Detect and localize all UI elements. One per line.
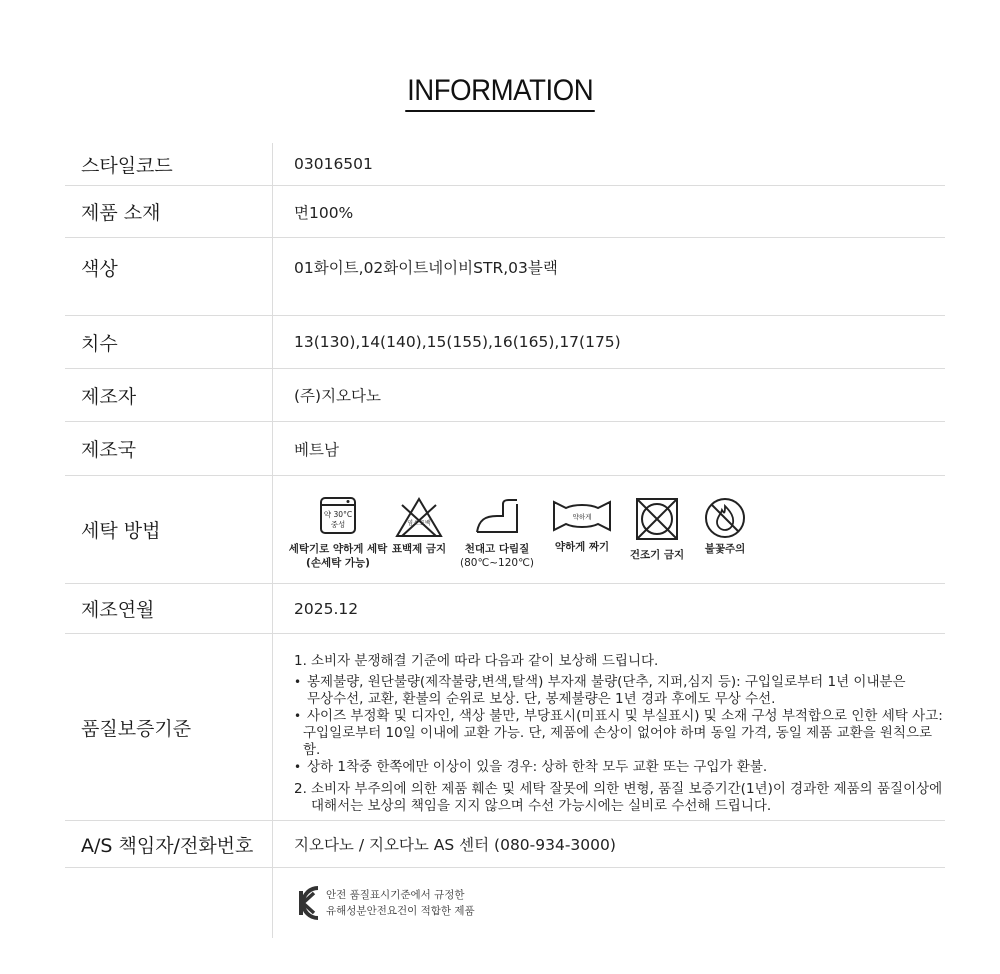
row-value: 01화이트,02화이트네이비STR,03블랙 [294,259,558,277]
bleach-label-left: 염소 [407,520,419,527]
care-caption-sub: (손세탁 가능) [306,557,370,569]
row-material [65,186,945,238]
row-value: 2025.12 [294,599,359,618]
bullet-dot: • [294,760,302,774]
row-label: 세탁 방법 [65,476,273,583]
care-caption: 표백제 금지 [391,543,447,555]
bleach-label-right: 표백 [419,520,431,527]
wring-label: 약하게 [572,513,592,521]
care-item [694,496,756,556]
bullet-continuation: 무상수선, 교환, 환불의 순위로 보상. 단, 봉제불량은 1년 경과 후에도 무상 수선. [307,691,776,707]
quality-list [294,653,945,815]
section-title-text: INFORMATION [405,74,595,112]
no-bleach-icon [394,496,444,538]
item-text: 소비자 분쟁해결 기준에 따라 다음과 같이 보상해 드립니다. [311,653,659,669]
row-value: (주)지오다노 [294,387,381,405]
care-caption: 건조기 금지 [629,549,685,561]
row-label: 제조자 [65,369,273,421]
kc-text [326,887,475,919]
row-date [65,584,945,634]
kc-mark-icon [294,885,320,921]
wash-detergent-label: 중성 [330,520,346,529]
quality-item [294,653,945,670]
item-number: 2. [294,781,307,797]
kc-certification [294,885,475,921]
section-title [0,74,1000,112]
row-label: 치수 [65,316,273,368]
row-color [65,238,945,316]
row-country [65,422,945,476]
row-value: 03016501 [294,155,373,173]
row-label: 색상 [65,238,273,315]
row-label: 제조국 [65,422,273,475]
row-size [65,316,945,369]
row-label: A/S 책임자/전화번호 [65,821,273,867]
row-quality [65,634,945,821]
row-value: 베트남 [294,440,339,459]
quality-bullet [294,759,945,776]
row-style-code [65,143,945,186]
row-value: 지오다노 / 지오다노 AS 센터 (080-934-3000) [294,836,616,854]
quality-bullet [294,708,945,725]
care-caption: 천대고 다림질 [464,543,530,555]
row-label: 스타일코드 [65,143,273,185]
bullet-text: 봉제불량, 원단불량(제작불량,변색,탈색) 부자재 불량(단추, 지퍼,심지 등): 구입일로부터 1년 이내분은 [307,674,906,690]
care-icons [273,476,756,583]
kc-line: 안전 품질표시기준에서 규정한 [326,889,465,901]
keep-away-fire-icon [703,496,747,540]
info-table [65,143,945,938]
care-item [544,496,620,554]
wash-temp-label: 약 30°C [323,510,353,519]
row-label-empty [65,868,273,938]
row-as [65,821,945,868]
care-caption: 약하게 짜기 [554,541,610,553]
bullet-text: 상하 1착중 한쪽에만 이상이 있을 경우: 상하 한착 모두 교환 또는 구입가 환불. [307,759,768,775]
row-maker [65,369,945,422]
iron-icon [473,496,521,538]
wring-gently-icon [552,496,612,536]
kc-line: 유해성분안전요건이 적합한 제품 [326,905,475,917]
row-wash [65,476,945,584]
quality-bullet [294,674,945,691]
care-item [388,496,450,556]
item-text: 소비자 부주의에 의한 제품 훼손 및 세탁 잘못에 의한 변형, 품질 보증기간(1년)이 경과한 제품의 품질이상에 [311,781,943,797]
row-value: 13(130),14(140),15(155),16(165),17(175) [294,333,621,351]
care-item [288,496,388,570]
bullet-dot: • [294,675,302,689]
item-number: 1. [294,653,307,669]
no-tumble-dry-icon [634,496,680,542]
row-value: 면100% [294,203,354,222]
row-label: 제조연월 [65,584,273,633]
care-caption-sub: (80℃~120℃) [460,557,534,569]
care-caption: 세탁기로 약하게 세탁 [288,543,388,555]
row-label: 품질보증기준 [65,634,273,820]
wash-tub-30-icon [318,496,358,536]
bullet-text: 사이즈 부정확 및 디자인, 색상 불만, 부당표시(미표시 및 부실표시) 및 소재 구성 부적합으로 인한 세탁 사고: [307,708,943,724]
care-item [450,496,544,570]
care-item [620,496,694,562]
item-continuation: 대해서는 보상의 책임을 지지 않으며 수선 가능시에는 실비로 수선해 드립니다. [311,798,772,814]
row-kc [65,868,945,938]
quality-text [273,634,945,820]
row-label: 제품 소재 [65,186,273,237]
quality-item [294,781,945,798]
bullet-dot: • [294,709,302,723]
care-caption: 불꽃주의 [704,543,746,555]
bullet-continuation: 구입일로부터 10일 이내에 교환 가능. 단, 제품에 손상이 없어야 하며 동일 가격, 동일 제품 교환을 원칙으로 함. [303,725,933,758]
